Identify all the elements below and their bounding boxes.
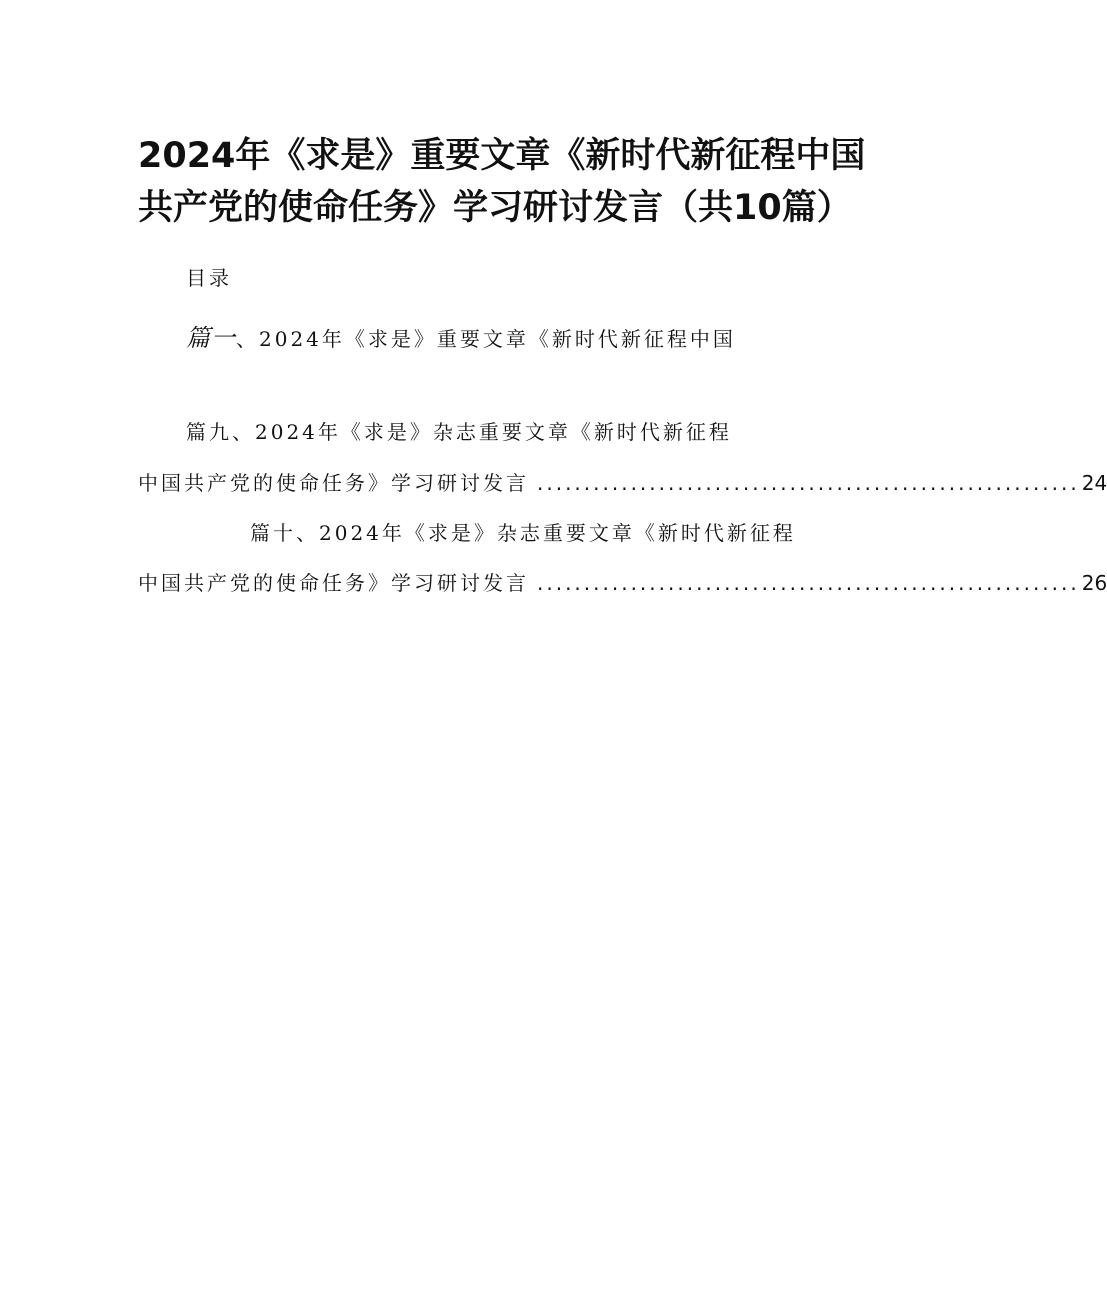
toc-entry-1-text: 、2024年《求是》重要文章《新时代新征程中国 bbox=[236, 327, 736, 351]
toc-entry-9-text: 中国共产党的使命任务》学习研讨发言 bbox=[138, 471, 529, 495]
toc-entry-9-line-2[interactable] bbox=[138, 467, 1107, 496]
toc-entry-9-page: 24 bbox=[1081, 471, 1107, 495]
toc-entry-9-line-1[interactable]: 篇九、2024年《求是》杂志重要文章《新时代新征程 bbox=[186, 420, 732, 444]
toc-leader-dots: .......................................................... bbox=[537, 471, 1080, 495]
title-line-2: 共产党的使命任务》学习研讨发言（共10篇） bbox=[138, 188, 852, 228]
document-title bbox=[138, 130, 866, 234]
toc-entry-1[interactable] bbox=[186, 318, 736, 353]
toc-heading: 目录 bbox=[186, 266, 232, 290]
toc-entry-1-label: 篇一 bbox=[186, 324, 236, 352]
toc-entry-10-page: 26 bbox=[1081, 571, 1107, 595]
title-line-1: 2024年《求是》重要文章《新时代新征程中国 bbox=[138, 136, 866, 176]
toc-entry-10-line-1[interactable]: 篇十、2024年《求是》杂志重要文章《新时代新征程 bbox=[250, 521, 796, 545]
toc-entry-10-line-2[interactable] bbox=[138, 567, 1107, 596]
toc-leader-dots: .......................................................... bbox=[537, 571, 1080, 595]
toc-entry-10-text: 中国共产党的使命任务》学习研讨发言 bbox=[138, 571, 529, 595]
